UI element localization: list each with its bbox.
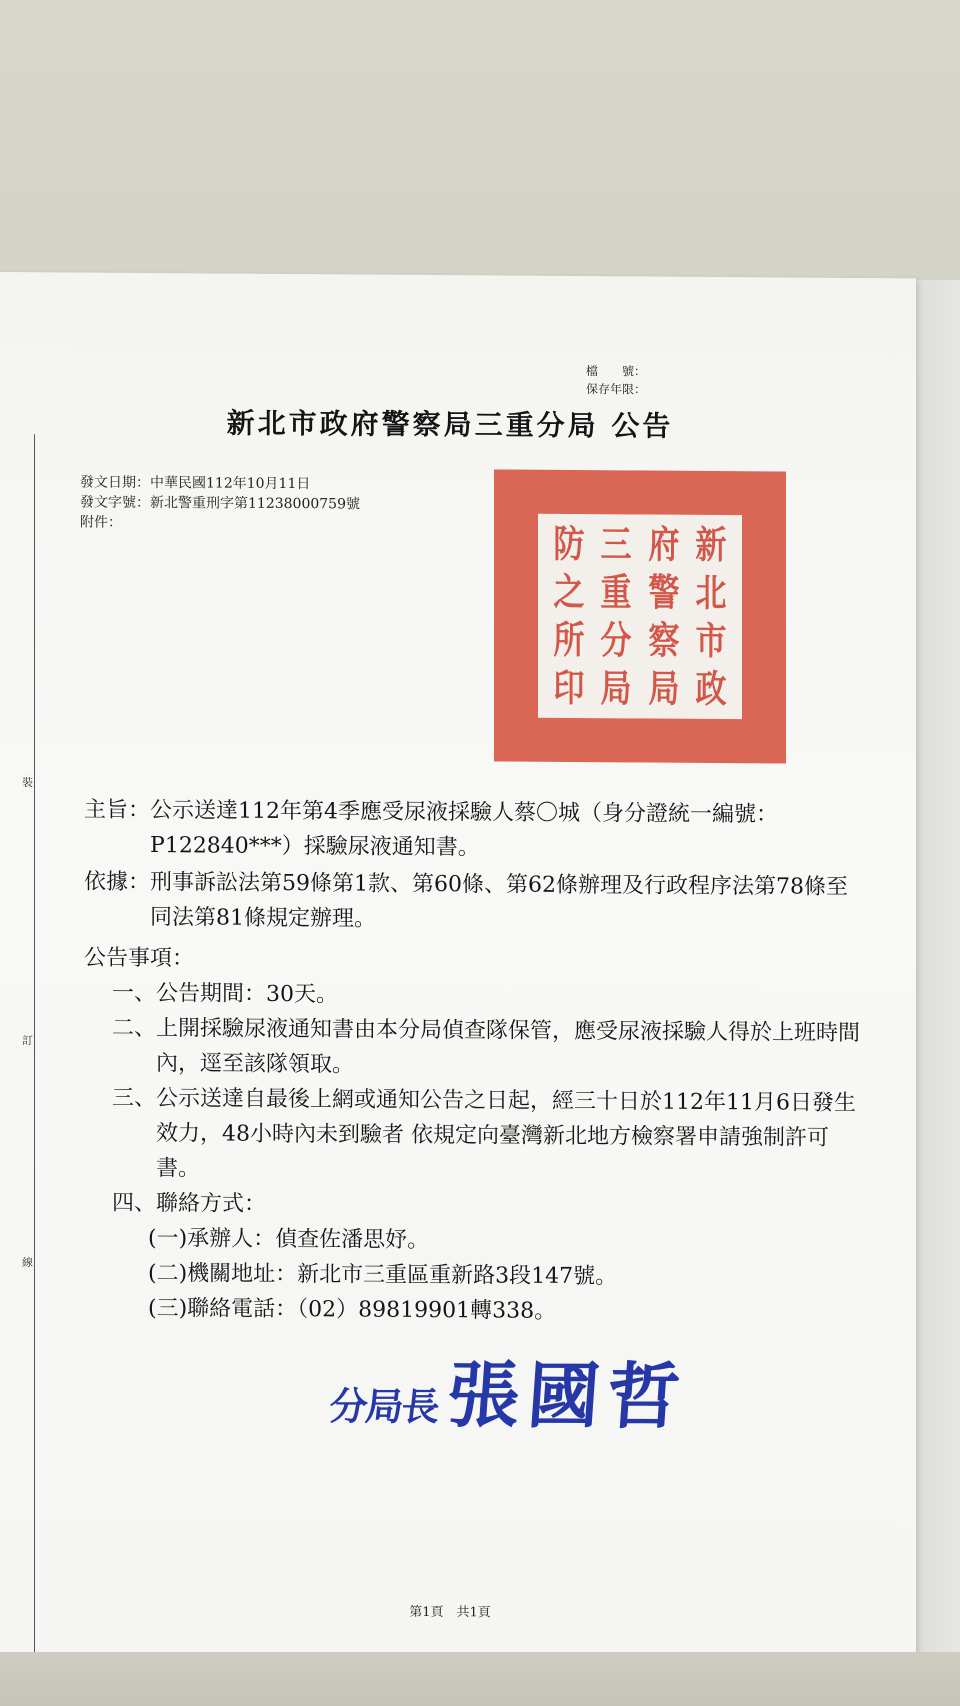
contact-address: (二)機關地址：新北市三重區重新路3段147號。: [148, 1261, 618, 1290]
issue-info: [80, 473, 360, 535]
subject-text: 公示送達112年第4季應受尿液採驗人蔡〇城（身分證統一編號：P122840***）採驗尿液通知書。: [150, 798, 779, 861]
notice-item: [112, 1081, 864, 1191]
file-number: 檔 號：: [586, 364, 647, 379]
contact-phone: (三)聯絡電話：（02）89819901轉338。: [148, 1296, 557, 1324]
seal-glyph: 印: [553, 664, 585, 711]
seal-glyph: 察: [648, 617, 680, 663]
seal-glyph: 局: [600, 665, 632, 711]
seal-column-4: [546, 520, 592, 712]
chief-signature-stamp: [327, 1336, 691, 1442]
seal-glyph: 局: [648, 665, 680, 711]
attachment: 附件：: [80, 514, 122, 531]
background-desk: [0, 1652, 960, 1706]
contact-person: (一)承辦人：偵查佐潘思妤。: [148, 1226, 430, 1253]
seal-glyph: 防: [553, 520, 585, 567]
signature-name: 張國哲: [444, 1352, 691, 1439]
seal-column-3: [593, 520, 639, 712]
binding-mark-mid: 訂: [22, 1030, 33, 1050]
document-title: 新北市政府警察局三重分局 公告: [226, 406, 674, 443]
notice-item-number: 一、: [112, 980, 157, 1007]
seal-glyph: 新: [695, 521, 727, 568]
binding-mark-bottom: 線: [22, 1252, 33, 1272]
issue-number: 發文字號：新北警重刑字第11238000759號: [80, 494, 360, 513]
retention-period: 保存年限：: [586, 382, 647, 397]
official-seal: [494, 469, 786, 763]
seal-column-2: [641, 520, 687, 712]
basis-text: 刑事訴訟法第59條第1款、第60條、第62條辦理及行政程序法第78條至同法第81條規定辦理。: [150, 870, 848, 932]
seal-glyph: 警: [648, 569, 680, 615]
notice-item-text: 上開採驗尿液通知書由本分局偵查隊保管，應受尿液採驗人得於上班時間內，逕至該隊領取。: [156, 1016, 861, 1078]
notice-item-number: 二、: [112, 1015, 157, 1042]
issue-date: 發文日期：中華民國112年10月11日: [80, 474, 311, 493]
seal-glyph: 重: [600, 569, 632, 615]
signature-title: 分局長: [327, 1383, 441, 1430]
seal-glyph: 北: [695, 569, 727, 616]
notice-item-text: 公示送達自最後上網或通知公告之日起，經三十日於112年11月6日發生效力，48小時內未到驗者 依規定向臺灣新北地方檢察署申請強制許可書。: [156, 1086, 857, 1182]
page-number: 第1頁 共1頁: [409, 1604, 491, 1621]
seal-glyph: 政: [695, 665, 727, 712]
binding-line: [34, 434, 35, 1706]
seal-glyph: 分: [600, 617, 632, 663]
seal-glyph: 之: [553, 568, 585, 615]
document-body: [84, 793, 864, 1331]
seal-face: [538, 514, 742, 719]
notice-item-number: 三、: [112, 1085, 157, 1112]
basis-row: [84, 865, 864, 940]
subject-row: [84, 793, 864, 868]
file-meta: [586, 362, 646, 398]
notice-item: [112, 976, 864, 1016]
seal-glyph: 所: [553, 616, 585, 663]
seal-column-1: [688, 521, 734, 713]
contact-heading: 四、聯絡方式：: [112, 1190, 267, 1217]
notice-item: [112, 1011, 864, 1086]
subject-label: 主旨：: [84, 797, 151, 824]
announcement-document: [0, 272, 916, 1658]
seal-glyph: 三: [600, 521, 632, 567]
notice-item-text: 公告期間：30天。: [156, 981, 339, 1008]
basis-label: 依據：: [84, 869, 151, 896]
seal-glyph: 府: [648, 521, 680, 567]
seal-glyph: 市: [695, 617, 727, 664]
notice-heading: 公告事項：: [84, 945, 195, 972]
binding-mark-top: 裝: [22, 772, 33, 792]
